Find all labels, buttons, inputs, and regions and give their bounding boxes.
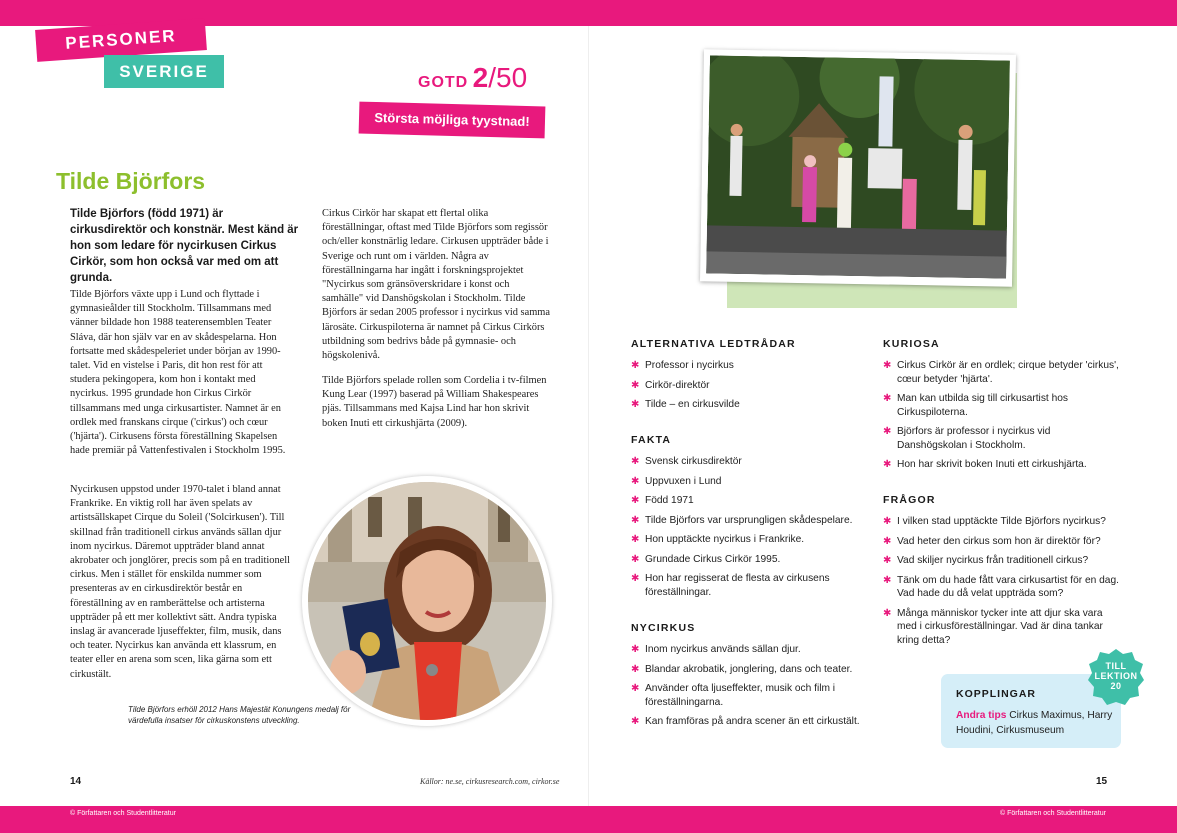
list-item: ✱ Cirkör-direktör [631, 379, 710, 391]
asterisk-icon: ✱ [883, 535, 892, 547]
kopplingar-text [956, 708, 1116, 738]
gotd-counter [418, 62, 527, 94]
circus-photo [700, 49, 1016, 286]
list-item: ✱ Hon har regisserat de flesta av cirkusens föreställningar. [631, 573, 830, 598]
section-kuriosa-title: KURIOSA [883, 338, 940, 350]
kopplingar-items: Cirkus Maximus, Harry Houdini, Cirkusmuseum [956, 710, 1113, 736]
article-title: Tilde Björfors [56, 168, 206, 194]
gotd-label: GOTD [418, 74, 469, 91]
sources-line: Källor: ne.se, cirkusresearch.com, cirkor.se [420, 777, 560, 786]
asterisk-icon: ✱ [631, 644, 640, 655]
list-item: ✱ Tänk om du hade fått vara cirkusartist för en dag. Vad hade du då velat uppträda som? [883, 574, 1119, 599]
list-item: ✱ Man kan utbilda sig till cirkusartist hos Cirkuspiloterna. [883, 393, 1068, 418]
section-alternativa [631, 338, 861, 418]
list-item: ✱ Hon har skrivit boken Inuti ett cirkushjärta. [883, 459, 1087, 470]
asterisk-icon: ✱ [883, 393, 892, 404]
list-item: ✱ Många människor tycker inte att djur ska vara med i cirkusföreställningar. Vad är dina tankar kring detta? [883, 607, 1103, 646]
copyright-right: © Författaren och Studentlitteratur [1000, 810, 1106, 817]
gotd-number: 2 [472, 62, 489, 93]
page-number-left: 14 [70, 776, 82, 787]
list-item: ✱ Uppvuxen i Lund [631, 475, 722, 487]
section-kuriosa [883, 338, 1123, 478]
asterisk-icon: ✱ [631, 663, 640, 675]
page-number-right: 15 [1096, 776, 1108, 787]
asterisk-icon: ✱ [883, 607, 892, 619]
asterisk-icon: ✱ [883, 516, 892, 527]
list-item: ✱ Tilde – en cirkusvilde [631, 399, 740, 410]
gotd-separator: / [488, 62, 497, 93]
circus-photo-image [706, 55, 1010, 278]
asterisk-icon: ✱ [883, 574, 892, 586]
list-item: ✱ Född 1971 [631, 495, 694, 506]
kopplingar-title: KOPPLINGAR [956, 688, 1037, 700]
region-tag: SVERIGE [104, 55, 224, 88]
asterisk-icon: ✱ [883, 360, 892, 371]
section-nycirkus [631, 622, 871, 735]
asterisk-icon: ✱ [631, 683, 640, 694]
asterisk-icon: ✱ [631, 475, 640, 487]
list-item: ✱ I vilken stad upptäckte Tilde Björfors nycirkus? [883, 516, 1106, 527]
list-item: ✱ Björfors är professor i nycirkus vid Danshögskolan i Stockholm. [883, 426, 1051, 451]
asterisk-icon: ✱ [631, 553, 640, 565]
page-gutter [588, 26, 589, 806]
list-item: ✱ Svensk cirkusdirektör [631, 456, 742, 467]
asterisk-icon: ✱ [631, 456, 640, 467]
lesson-badge-text: TILL LEKTION 20 [1094, 661, 1138, 691]
copyright-left: © Författaren och Studentlitteratur [70, 810, 176, 817]
section-fragor-title: FRÅGOR [883, 494, 936, 506]
section-fragor [883, 494, 1123, 653]
list-item: ✱ Vad heter den cirkus som hon är direktör för? [883, 535, 1101, 547]
asterisk-icon: ✱ [631, 534, 640, 545]
list-item: ✱ Kan framföras på andra scener än ett cirkustält. [631, 716, 860, 727]
subtitle-banner: Största möjliga tyystnad! [359, 102, 546, 139]
portrait-image [308, 482, 546, 720]
list-item: ✱ Blandar akrobatik, jonglering, dans och teater. [631, 663, 853, 675]
portrait-photo [302, 476, 552, 726]
article-paragraph-1: Tilde Björfors växte upp i Lund och flyttade i gymnasieålder till Stockholm. Tillsammans med vänner bildade hon 1988 teaterensemblen Teater Sláva, där hon själv var en av skådespelarna. Hon fortsatte med skådespeleriet under början av 1990-talet. Vid en vistelse i Paris, dit hon rest för att studera pekingopera, kom hon i kontakt med nycirkus. 1995 grundade hon Cirkus Cirkör tillsammans med unga cirkusartister. Namnet är en ordlek med franskans cirque ('cirkus') och cœur ('hjärta'). Cirkusens första föreställning Skapelsen hade premiär på Vattenfestivalen i Stockholm 1995. [70, 289, 286, 457]
article-paragraph-2: Nycirkusen uppstod under 1970-talet i bland annat Frankrike. En viktig roll har även spelats av artistsällskapet Cirque du Soleil ('Solcirkusen'). Till skillnad från traditionell cirkus används sällan djur inom nycirkus. Däremot uppträder bland annat akrobater och jonglörer, precis som på en traditionell cirkus. Men i stället för enskilda nummer som presenteras av en cirkusdirektör består en föreställning av en ramberättelse och artisterna uppträder på ett mer kollektivt sätt. Andra typiska inslag är avancerade ljuseffekter, film, musik, dans och teater. Nycirkus kan använda ett klassrum, en teater eller en arena som scen, lika gärna som ett cirkustält. [70, 484, 291, 680]
asterisk-icon: ✱ [883, 426, 892, 437]
gotd-total: 50 [496, 62, 528, 93]
asterisk-icon: ✱ [631, 379, 640, 391]
list-item: ✱ Professor i nycirkus [631, 360, 734, 371]
asterisk-icon: ✱ [631, 360, 640, 371]
section-fakta [631, 434, 861, 605]
kopplingar-label: Andra tips [956, 710, 1007, 721]
asterisk-icon: ✱ [883, 459, 892, 470]
article-lead: Tilde Björfors (född 1971) är cirkusdirektör och konstnär. Mest känd är hon som ledare för nycirkusen Cirkus Cirkör, som hon också var med om att grunda. [70, 208, 299, 284]
asterisk-icon: ✱ [631, 514, 640, 526]
asterisk-icon: ✱ [631, 399, 640, 410]
list-item: ✱ Vad skiljer nycirkus från traditionell cirkus? [883, 555, 1089, 566]
section-fakta-title: FAKTA [631, 434, 672, 446]
list-item: ✱ Inom nycirkus används sällan djur. [631, 644, 801, 655]
article-paragraph-3: Cirkus Cirkör har skapat ett flertal olika föreställningar, oftast med Tilde Björfors som regissör och/eller konstnärlig ledare. Cirkusen uppträder både i Sverige och runt om i världen. Några av föreställningarna har ingått i forskningsprojektet "Nycirkus som gränsöverskridare i konst och samhälle" vid Danshögskolan i Stockholm. Tilde Björfors är sedan 2005 professor i nycirkus vid samma lärosäte. Cirkuspiloterna är namnet på Cirkus Cirkörs utbildning som bedrivs både på gymnasie- och högskolenivå. [322, 208, 550, 362]
asterisk-icon: ✱ [883, 555, 892, 566]
list-item: ✱ Tilde Björfors var ursprungligen skådespelare. [631, 514, 853, 526]
list-item: ✱ Grundade Cirkus Cirkör 1995. [631, 553, 781, 565]
bottom-color-bar [0, 806, 1177, 833]
asterisk-icon: ✱ [631, 495, 640, 506]
list-item: ✱ Använder ofta ljuseffekter, musik och film i föreställningarna. [631, 683, 836, 708]
category-tag: PERSONER [35, 18, 207, 62]
asterisk-icon: ✱ [631, 573, 640, 584]
article-paragraph-4: Tilde Björfors spelade rollen som Cordelia i tv-filmen Kung Lear (1997) baserad på William Shakespeares pjäs. Tillsammans med Kajsa Lind har hon skrivit boken Inuti ett cirkushjärta (2009). [322, 375, 547, 429]
asterisk-icon: ✱ [631, 716, 640, 727]
list-item: ✱ Hon upptäckte nycirkus i Frankrike. [631, 534, 805, 545]
list-item: ✱ Cirkus Cirkör är en ordlek; cirque betyder 'cirkus', cœur betyder 'hjärta'. [883, 360, 1119, 385]
section-nycirkus-title: NYCIRKUS [631, 622, 696, 634]
portrait-caption: Tilde Björfors erhöll 2012 Hans Majestät Konungens medalj för värdefulla insatser för cirkuskonstens utveckling. [128, 705, 351, 725]
section-alternativa-title: ALTERNATIVA LEDTRÅDAR [631, 338, 796, 350]
